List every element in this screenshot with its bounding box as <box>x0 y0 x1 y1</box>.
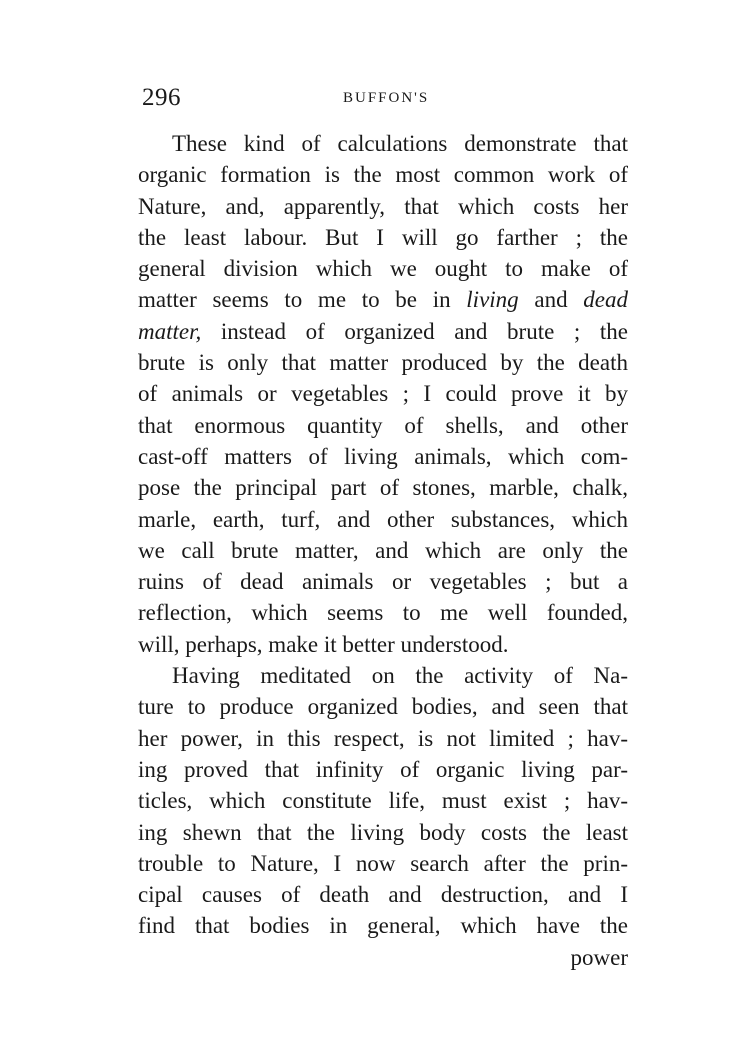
text-line <box>138 284 628 315</box>
text-line <box>138 347 628 378</box>
text-segment: find that bodies in general, which have the <box>138 913 628 939</box>
text-segment: ture to produce organized bodies, and seen that <box>138 694 628 720</box>
body-text <box>138 128 628 973</box>
text-line <box>138 535 628 566</box>
text-line <box>138 566 628 597</box>
text-segment: brute is only that matter produced by the death <box>138 350 628 376</box>
text-line <box>138 441 628 472</box>
text-segment: trouble to Nature, I now search after the prin- <box>138 850 628 876</box>
text-segment: ticles, which constitute life, must exist ; hav- <box>138 788 628 814</box>
text-line <box>138 629 628 660</box>
text-segment: ing shewn that the living body costs the least <box>138 819 628 845</box>
text-segment: instead of organized and brute ; the <box>201 318 628 344</box>
text-line <box>138 848 628 879</box>
text-segment: ruins of dead animals or vegetables ; but a <box>138 569 628 595</box>
page-number: 296 <box>142 84 181 111</box>
text-segment: and <box>518 287 584 313</box>
text-segment: Having meditated on the activity of Na- <box>172 663 628 689</box>
text-line <box>138 723 628 754</box>
text-segment: the least labour. But I will go farther ; the <box>138 224 628 250</box>
text-segment: her power, in this respect, is not limited ; hav- <box>138 725 628 751</box>
text-segment: that enormous quantity of shells, and other <box>138 412 628 438</box>
text-line <box>138 222 628 253</box>
text-segment: reflection, which seems to me well founded, <box>138 600 628 626</box>
text-segment: organic formation is the most common work of <box>138 162 628 188</box>
text-line <box>138 159 628 190</box>
catchword: power <box>570 944 628 970</box>
text-segment: Nature, and, apparently, that which costs her <box>138 193 628 219</box>
italic-text: dead <box>583 287 628 313</box>
running-head: BUFFON'S <box>343 90 430 106</box>
text-line <box>138 191 628 222</box>
italic-text: living <box>466 287 519 313</box>
text-segment: we call brute matter, and which are only the <box>138 537 628 563</box>
text-line <box>138 754 628 785</box>
text-segment: will, perhaps, make it better understood. <box>138 631 509 657</box>
text-line <box>138 410 628 441</box>
paragraph <box>138 660 628 942</box>
italic-text: matter, <box>138 318 202 344</box>
text-line <box>138 660 628 691</box>
text-segment: marle, earth, turf, and other substances, which <box>138 506 628 532</box>
text-segment: cipal causes of death and destruction, and I <box>138 882 628 908</box>
text-segment: cast-off matters of living animals, which com- <box>138 443 628 469</box>
text-line <box>138 472 628 503</box>
text-line <box>138 128 628 159</box>
text-line <box>138 378 628 409</box>
text-segment: matter seems to me to be in <box>138 287 467 313</box>
page-header <box>138 84 628 114</box>
text-segment: general division which we ought to make of <box>138 256 628 282</box>
text-segment: of animals or vegetables ; I could prove it by <box>138 381 628 407</box>
text-segment: pose the principal part of stones, marble, chalk, <box>138 475 628 501</box>
text-line <box>138 504 628 535</box>
text-segment: These kind of calculations demonstrate that <box>172 131 628 156</box>
text-segment: ing proved that infinity of organic living par- <box>138 756 628 782</box>
text-line <box>138 691 628 722</box>
text-line <box>138 817 628 848</box>
text-line <box>138 785 628 816</box>
text-line <box>138 597 628 628</box>
text-line <box>138 910 628 941</box>
text-line <box>138 879 628 910</box>
paragraph <box>138 128 628 660</box>
text-line <box>138 316 628 347</box>
text-line <box>138 253 628 284</box>
